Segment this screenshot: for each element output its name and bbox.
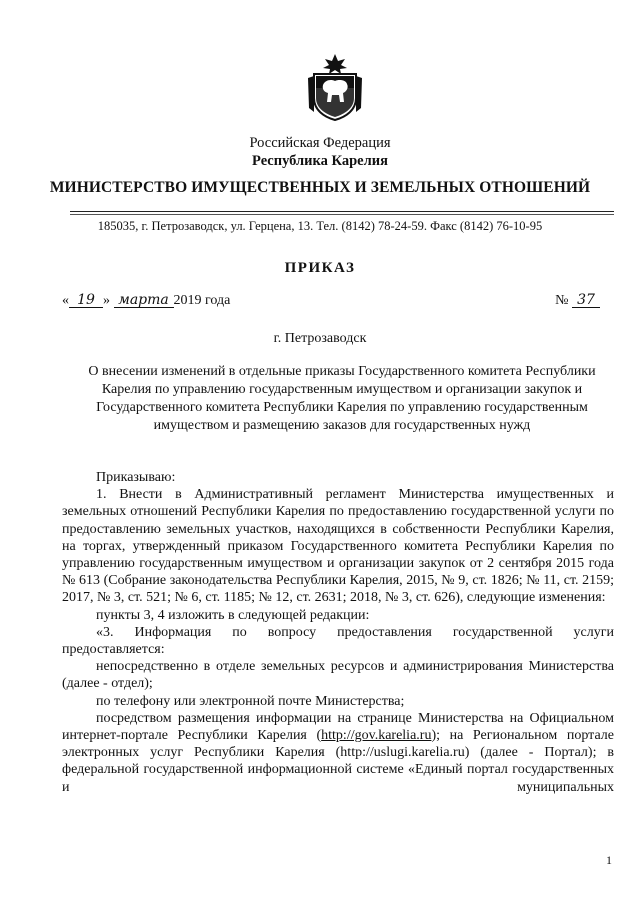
order-body	[62, 469, 614, 796]
order-title: ПРИКАЗ	[284, 260, 356, 276]
country-name: Российская Федерация	[249, 135, 391, 151]
date-close-quote: »	[103, 293, 110, 308]
body-text-fragment: ); на Региональном портале электронных услуг Республики Карелия (http://uslugi.karelia.ru) (далее - Портал); в федеральной государственной информационной системе «Единый портал государственных и муниципальных	[62, 728, 614, 795]
body-paragraph: пункты 3, 4 изложить в следующей редакции:	[96, 607, 370, 623]
body-paragraph	[62, 710, 614, 796]
body-paragraph: непосредственно в отделе земельных ресурсов и администрирования Министерства (далее - отдел);	[62, 659, 614, 692]
karelia-coat-of-arms-icon	[306, 52, 364, 122]
republic-name: Республика Карелия	[252, 153, 388, 169]
body-paragraph: по телефону или электронной почте Министерства;	[96, 693, 405, 709]
body-paragraph: 1. Внести в Административный регламент Министерства имущественных и земельных отношений Республики Карелия по предоставлению государственной услуги по предоставлению земельных участков, находящихся в собственности Республики Карелия, на торгах, утвержденный приказом Государственного комитета Республики Карелия по управлению государственным имуществом и организации закупок от 2 сентября 2015 года № 613 (Собрание законодательства Республики Карелия, 2015, № 9, ст. 1826; № 11, ст. 2159; 2017, № 3, ст. 521; № 6, ст. 1185; № 12, ст. 2631; 2018, № 3, ст. 626), следующие изменения:	[62, 487, 614, 606]
ministry-address: 185035, г. Петрозаводск, ул. Герцена, 13. Тел. (8142) 78-24-59. Факс (8142) 76-10-95	[97, 219, 543, 233]
order-number	[555, 293, 600, 309]
body-paragraph: Приказываю:	[96, 470, 176, 485]
order-city: г. Петрозаводск	[273, 331, 367, 346]
body-paragraph: «3. Информация по вопросу предоставления государственной услуги предоставляется:	[62, 624, 614, 658]
page-number: 1	[606, 853, 612, 867]
number-label: №	[555, 293, 569, 308]
header-divider-thin	[70, 214, 614, 215]
body-text-fragment: посредством размещения информации на странице Министерства на Официальном интернет-портале Республики Карелия (	[62, 710, 614, 744]
order-date	[62, 293, 230, 309]
date-open-quote: «	[62, 293, 69, 308]
order-subject: О внесении изменений в отдельные приказы Государственного комитета Республики Карелия по управлению государственным имуществом и организации закупок и Государственного комитета Республики Карелия по управлению государственным имуществом и размещению заказов для государственных нужд	[88, 364, 596, 433]
ministry-name: МИНИСТЕРСТВО ИМУЩЕСТВЕННЫХ И ЗЕМЕЛЬНЫХ ОТНОШЕНИЙ	[49, 179, 591, 196]
number-value-handwritten: 37	[572, 293, 600, 308]
date-year: 2019 года	[173, 293, 231, 308]
date-month-handwritten: марта	[114, 293, 174, 308]
header-divider	[70, 211, 614, 212]
gov-portal-link[interactable]: http://gov.karelia.ru	[321, 728, 432, 744]
date-day-handwritten: 19	[69, 293, 103, 308]
